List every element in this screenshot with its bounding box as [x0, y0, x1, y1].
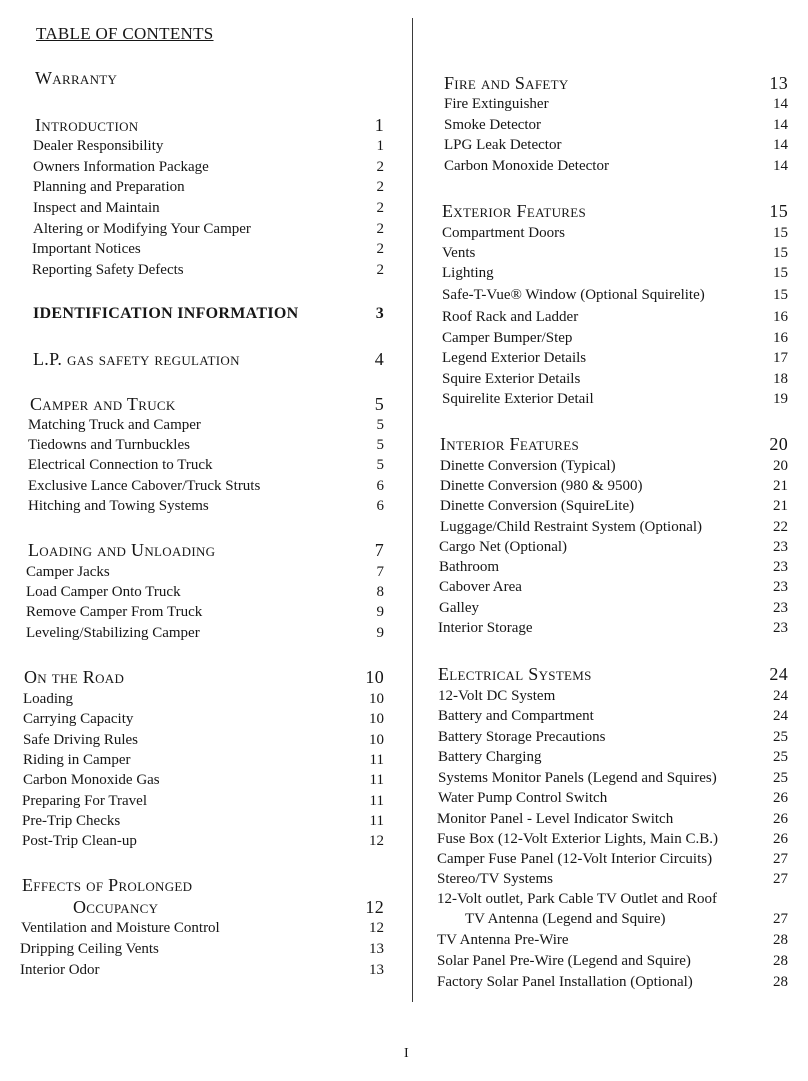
toc-entry-page: 14 — [773, 137, 788, 153]
toc-entry-title: Fuse Box (12-Volt Exterior Lights, Main C.B.) — [437, 831, 718, 847]
toc-entry-page: 12 — [369, 920, 384, 936]
toc-entry-page: 19 — [773, 391, 788, 407]
toc-entry-title: Tiedowns and Turnbuckles — [28, 437, 190, 453]
toc-entry-title: Safe Driving Rules — [23, 732, 138, 748]
toc-entry-title: Planning and Preparation — [33, 179, 185, 195]
toc-entry-page: 27 — [773, 871, 788, 887]
toc-entry-page: 20 — [769, 434, 788, 454]
toc-entry-page: 5 — [374, 394, 384, 414]
toc-entry-title: Luggage/Child Restraint System (Optional) — [440, 519, 703, 535]
toc-entry-title: Dealer Responsibility — [33, 138, 164, 154]
toc-entry-page: 14 — [773, 158, 788, 174]
toc-entry-title: Solar Panel Pre-Wire (Legend and Squire) — [437, 953, 691, 969]
toc-entry-title: Electrical Systems — [438, 664, 592, 684]
toc-entry-title: Water Pump Control Switch — [438, 790, 608, 806]
toc-entry-page: 15 — [773, 265, 788, 281]
toc-entry-title: Pre-Trip Checks — [22, 813, 121, 829]
toc-entry-page: 23 — [773, 620, 788, 636]
toc-entry-title: Load Camper Onto Truck — [26, 584, 181, 600]
toc-entry-title: Remove Camper From Truck — [26, 604, 203, 620]
toc-entry-page: 10 — [369, 711, 384, 727]
toc-entry-page: 21 — [773, 498, 788, 514]
toc-entry-page: 16 — [773, 330, 788, 346]
toc-entry-page: 7 — [374, 540, 384, 560]
toc-entry-title: Hitching and Towing Systems — [28, 498, 209, 514]
toc-entry-page: 13 — [769, 73, 788, 93]
toc-entry-page: 2 — [376, 262, 384, 278]
toc-entry-page: 14 — [773, 96, 788, 112]
toc-entry-title: Important Notices — [32, 241, 141, 257]
toc-entry-title: Fire and Safety — [444, 73, 569, 93]
toc-entry-title: On the Road — [24, 667, 125, 687]
toc-entry-page: 23 — [773, 600, 788, 616]
toc-entry-title: Squire Exterior Details — [442, 371, 581, 387]
toc-entry-page: 13 — [369, 941, 384, 957]
toc-entry-page: 15 — [773, 245, 788, 261]
toc-entry-page: 26 — [773, 811, 788, 827]
toc-entry-title: Loading and Unloading — [28, 540, 216, 560]
toc-entry-page: 1 — [376, 138, 384, 154]
toc-entry-page: 5 — [376, 457, 384, 473]
toc-entry-title: Battery Storage Precautions — [438, 729, 606, 745]
toc-entry-page: 21 — [773, 478, 788, 494]
toc-entry-title: L.P. gas safety regulation — [33, 349, 240, 369]
toc-entry-page: 20 — [773, 458, 788, 474]
toc-entry-page: 24 — [773, 708, 788, 724]
toc-entry-page: 1 — [374, 115, 384, 135]
toc-entry-title: IDENTIFICATION INFORMATION — [33, 305, 299, 322]
toc-entry-title: TV Antenna (Legend and Squire) — [465, 911, 666, 927]
toc-entry-page: 6 — [376, 478, 384, 494]
toc-entry-title: Lighting — [442, 265, 494, 281]
toc-entry-title: Stereo/TV Systems — [437, 871, 553, 887]
toc-entry-page: 5 — [376, 437, 384, 453]
toc-entry-page: 25 — [773, 770, 788, 786]
toc-entry-page: 23 — [773, 539, 788, 555]
toc-entry-title: Altering or Modifying Your Camper — [33, 221, 251, 237]
toc-title: TABLE OF CONTENTS — [36, 24, 214, 43]
toc-entry-title: LPG Leak Detector — [444, 137, 562, 153]
toc-entry-page: 25 — [773, 729, 788, 745]
toc-entry-title: Compartment Doors — [442, 225, 565, 241]
toc-entry-page: 28 — [773, 932, 788, 948]
toc-entry-page: 15 — [773, 225, 788, 241]
toc-entry-title: Cargo Net (Optional) — [439, 539, 568, 555]
toc-entry-title: Ventilation and Moisture Control — [21, 920, 220, 936]
toc-entry-page: 28 — [773, 974, 788, 990]
toc-entry-page: 10 — [369, 691, 384, 707]
toc-entry-page: 12 — [369, 833, 384, 849]
toc-entry-title: Post-Trip Clean-up — [22, 833, 137, 849]
toc-entry-page: 22 — [773, 519, 788, 535]
toc-entry-title: Carbon Monoxide Gas — [23, 772, 160, 788]
toc-entry-page: 2 — [376, 200, 384, 216]
toc-entry-page: 2 — [376, 221, 384, 237]
page-number: I — [404, 1046, 409, 1061]
toc-entry-title: Leveling/Stabilizing Camper — [26, 625, 200, 641]
toc-entry-title: Factory Solar Panel Installation (Optional) — [437, 974, 693, 990]
toc-entry-title: Loading — [23, 691, 73, 707]
toc-entry-title: Fire Extinguisher — [444, 96, 549, 112]
toc-entry-page: 25 — [773, 749, 788, 765]
toc-entry-title: 12-Volt DC System — [438, 688, 556, 704]
toc-entry-page: 26 — [773, 790, 788, 806]
toc-entry-title: Matching Truck and Camper — [28, 417, 201, 433]
toc-entry-title: Systems Monitor Panels (Legend and Squires) — [438, 770, 717, 786]
toc-entry-page: 3 — [375, 305, 384, 322]
toc-entry-page: 18 — [773, 371, 788, 387]
toc-entry-title: Monitor Panel - Level Indicator Switch — [437, 811, 674, 827]
toc-entry-title: Camper and Truck — [30, 394, 176, 414]
toc-entry-page: 28 — [773, 953, 788, 969]
toc-entry-title: Dinette Conversion (Typical) — [440, 458, 616, 474]
toc-entry-page: 11 — [369, 752, 384, 768]
toc-entry-title: Cabover Area — [439, 579, 522, 595]
toc-entry-page: 4 — [374, 349, 384, 369]
toc-entry-title: Exclusive Lance Cabover/Truck Struts — [28, 478, 261, 494]
toc-entry-title: Owners Information Package — [33, 159, 209, 175]
toc-entry-page: 27 — [773, 911, 788, 927]
toc-entry-page: 2 — [376, 159, 384, 175]
toc-entry-page: 7 — [376, 564, 384, 580]
toc-entry-title: TV Antenna Pre-Wire — [437, 932, 569, 948]
toc-entry-title: Dinette Conversion (SquireLite) — [440, 498, 635, 514]
toc-entry-title: Occupancy — [73, 897, 159, 917]
toc-entry-title: Introduction — [35, 115, 139, 135]
toc-entry-page: 12 — [365, 897, 384, 917]
toc-entry-title: Preparing For Travel — [22, 793, 147, 809]
toc-entry-title: Exterior Features — [442, 201, 586, 221]
toc-entry-title: Roof Rack and Ladder — [442, 309, 579, 325]
toc-entry-title: Interior Odor — [20, 962, 100, 978]
toc-entry-title: Galley — [439, 600, 479, 616]
toc-entry-title: Camper Jacks — [26, 564, 110, 580]
toc-entry-title: Inspect and Maintain — [33, 200, 160, 216]
toc-entry-title: Reporting Safety Defects — [32, 262, 184, 278]
toc-entry-title: Battery and Compartment — [438, 708, 594, 724]
toc-entry-page: 24 — [773, 688, 788, 704]
toc-entry-title: Warranty — [35, 68, 118, 88]
toc-entry-title: Squirelite Exterior Detail — [442, 391, 594, 407]
toc-entry-page: 10 — [365, 667, 384, 687]
toc-entry-page: 17 — [773, 350, 788, 366]
toc-entry-title: Carrying Capacity — [23, 711, 134, 727]
toc-entry-page: 11 — [369, 772, 384, 788]
toc-entry-page: 11 — [369, 813, 384, 829]
toc-entry-title: Legend Exterior Details — [442, 350, 587, 366]
toc-entry-page: 2 — [376, 179, 384, 195]
toc-entry-title: Dripping Ceiling Vents — [20, 941, 159, 957]
toc-entry-title: Camper Bumper/Step — [442, 330, 573, 346]
toc-entry-page: 10 — [369, 732, 384, 748]
toc-entry-title: Battery Charging — [438, 749, 542, 765]
toc-entry-title: 12-Volt outlet, Park Cable TV Outlet and Roof — [437, 891, 717, 907]
toc-entry-title: Vents — [442, 245, 476, 261]
toc-entry-page: 23 — [773, 579, 788, 595]
toc-entry-title: Riding in Camper — [23, 752, 131, 768]
toc-entry-page: 6 — [376, 498, 384, 514]
toc-entry-page: 15 — [769, 201, 788, 221]
toc-entry-title: Camper Fuse Panel (12-Volt Interior Circuits) — [437, 851, 713, 867]
toc-entry-title: Smoke Detector — [444, 117, 542, 133]
toc-entry-page: 15 — [773, 287, 788, 303]
toc-entry-title: Electrical Connection to Truck — [28, 457, 213, 473]
toc-entry-title: Carbon Monoxide Detector — [444, 158, 609, 174]
toc-entry-title: Bathroom — [439, 559, 499, 575]
toc-entry-page: 9 — [376, 604, 384, 620]
toc-entry-page: 5 — [376, 417, 384, 433]
toc-entry-page: 27 — [773, 851, 788, 867]
toc-entry-page: 9 — [376, 625, 384, 641]
column-divider — [412, 18, 413, 1002]
toc-entry-page: 14 — [773, 117, 788, 133]
toc-entry-page: 8 — [376, 584, 384, 600]
toc-entry-page: 11 — [369, 793, 384, 809]
toc-entry-title: Interior Features — [440, 434, 579, 454]
toc-entry-title: Safe-T-Vue® Window (Optional Squirelite) — [442, 287, 705, 303]
toc-entry-page: 2 — [376, 241, 384, 257]
toc-entry-title: Effects of Prolonged — [22, 875, 193, 895]
toc-entry-page: 16 — [773, 309, 788, 325]
toc-entry-title: Dinette Conversion (980 & 9500) — [440, 478, 643, 494]
toc-entry-page: 13 — [369, 962, 384, 978]
toc-entry-title: Interior Storage — [438, 620, 533, 636]
toc-entry-page: 26 — [773, 831, 788, 847]
toc-entry-page: 24 — [769, 664, 788, 684]
toc-entry-page: 23 — [773, 559, 788, 575]
